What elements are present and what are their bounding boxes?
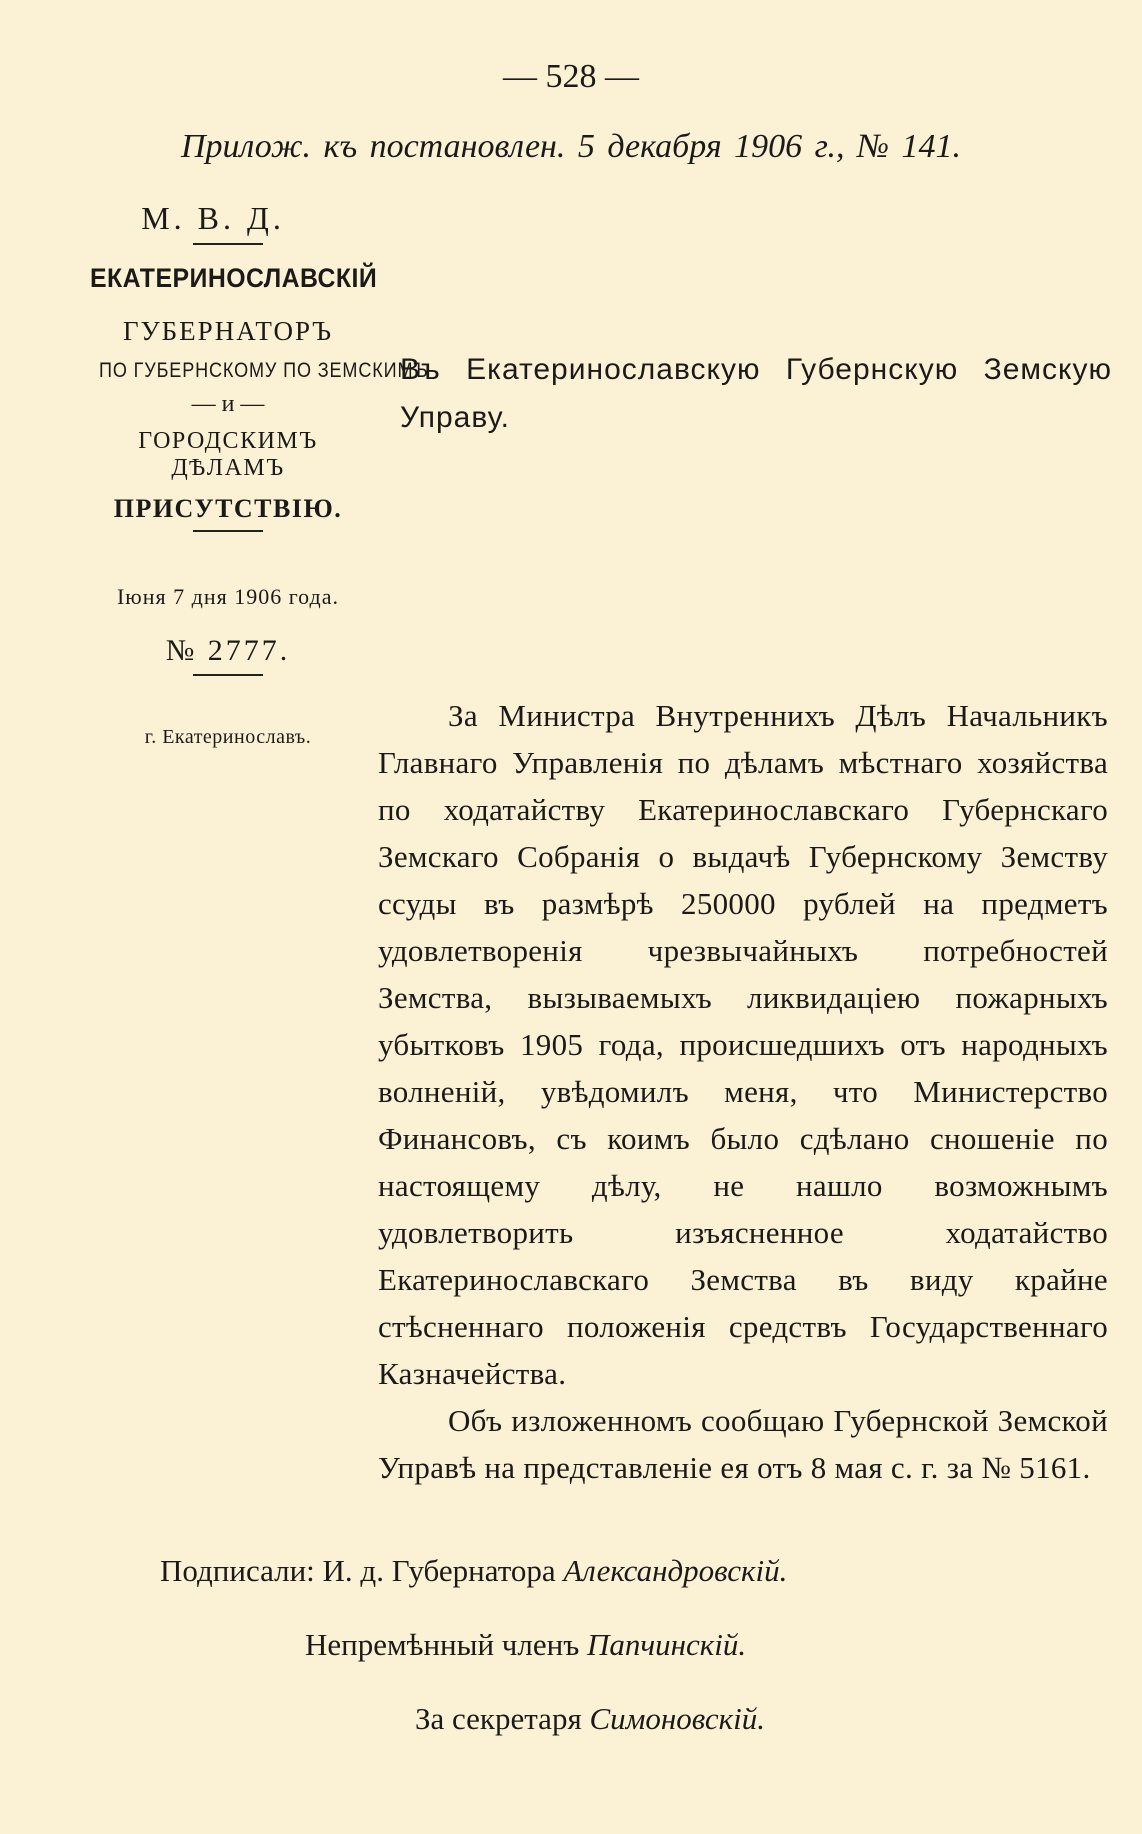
ministry-abbrev: М. В. Д. (141, 200, 285, 236)
governor-title: ГУБЕРНАТОРЪ (122, 316, 334, 346)
office-stamp (78, 200, 429, 749)
office-title: ЕКАТЕРИНОСЛАВСКІЙ (90, 263, 378, 293)
signature-name: Александровскій. (563, 1553, 788, 1588)
document-number: № 2777. (165, 634, 291, 667)
stamp-divider (193, 530, 263, 532)
signature-name: Папчинскій. (586, 1627, 747, 1662)
city-affairs-line: ГОРОДСКИМЪ ДѢЛАМЪ (138, 428, 318, 481)
page-number: — 528 — (503, 58, 639, 95)
signature-line (160, 1553, 787, 1589)
departments-line: ПО ГУБЕРНСКОМУ ПО ЗЕМСКИМЪ (99, 359, 429, 382)
conjunction-line: — и — (191, 391, 265, 417)
body-paragraph: За Министра Внутреннихъ Дѣлъ Начальникъ Главнаго Управленія по дѣламъ мѣстнаго хозяйства по ходатайству Екатеринославскаго Губернскаго Земскаго Собранія о выдачѣ Губернскому Земству ссуды въ размѣрѣ 250000 рублей на предметъ удовлетворенія чрезвычайныхъ потребностей Земства, вызываемыхъ ликвидаціею пожарныхъ убытковъ 1905 года, происшедшихъ отъ народныхъ волненій, увѣдомилъ меня, что Министерство Финансовъ, съ коимъ было сдѣлано сношеніе по настоящему дѣлу, не нашло возможнымъ удовлетворить изъясненное ходатайство Екатеринославскаго Земства въ виду крайне стѣсненнаго положенія средствъ Государственнаго Казначейства. (378, 698, 1108, 1391)
document-date: Іюня 7 дня 1906 года. (116, 584, 340, 609)
appendix-note: Прилож. къ постановлен. 5 декабря 1906 г., № 141. (180, 128, 962, 165)
signature-line (305, 1627, 746, 1663)
stamp-divider (193, 243, 263, 245)
signature-role: Непремѣнный членъ (305, 1627, 580, 1662)
document-place: г. Екатеринославъ. (144, 726, 312, 748)
presence-line: ПРИСУТСТВІЮ. (113, 494, 343, 523)
stamp-divider (193, 674, 263, 676)
signature-name: Симоновскій. (589, 1701, 765, 1736)
signature-role: За секретаря (415, 1701, 582, 1736)
signature-line (415, 1701, 765, 1737)
addressee: Въ Екатеринославскую Губернскую Земскую Управу. (400, 353, 1112, 434)
letter-body (378, 692, 1108, 1491)
body-paragraph: Объ изложенномъ сообщаю Губернской Земской Управѣ на представленіе ея отъ 8 мая с. г. за № 5161. (378, 1403, 1108, 1485)
signature-role: Подписали: И. д. Губернатора (160, 1553, 556, 1588)
